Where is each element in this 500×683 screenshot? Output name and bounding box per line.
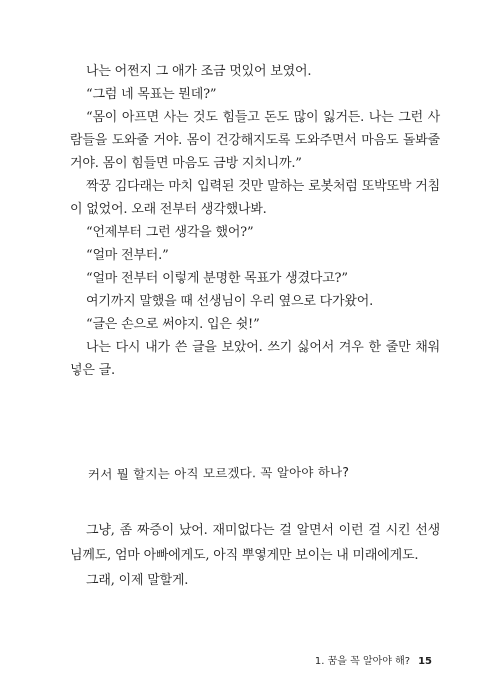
paragraph: 그냥, 좀 짜증이 났어. 재미없다는 걸 알면서 이런 걸 시킨 선생님께도, 엄마 아빠에게도, 아직 뿌옇게만 보이는 내 미래에게도. [70,523,440,563]
closing-text [70,518,440,593]
paragraph: 여기까지 말했을 때 선생님이 우리 옆으로 다가왔어. [86,294,374,309]
page-footer [315,652,432,667]
paragraph: “그럼 네 목표는 뭔데?” [86,87,217,102]
paragraph: “얼마 전부터 이렇게 분명한 목표가 생겼다고?” [86,271,348,286]
handwritten-note: 커서 뭘 할지는 아직 모르겠다. 꼭 알아야 하나? [87,464,350,482]
paragraph: 짝꿍 김다래는 마치 입력된 것만 말하는 로봇처럼 또박또박 거침이 없었어. 오래 전부터 생각했나봐. [70,179,440,217]
paragraph: 나는 어쩐지 그 애가 조금 멋있어 보였어. [86,64,312,79]
paragraph: “언제부터 그런 생각을 했어?” [86,225,254,240]
paragraph: “글은 손으로 써야지. 입은 쉿!” [86,317,260,332]
paragraph: “몸이 아프면 사는 것도 힘들고 돈도 많이 잃거든. 나는 그런 사람들을 도와줄 거야. 몸이 건강해지도록 도와주면서 마음도 돌봐줄 거야. 몸이 힘들면 마음도 금방 지치니까.” [70,110,441,171]
page-number: 15 [418,656,432,667]
paragraph: 그래, 이제 말할게. [86,573,189,588]
chapter-title: 1. 꿈을 꼭 알아야 해? [314,656,411,667]
paragraph: 나는 다시 내가 쓴 글을 보았어. 쓰기 싫어서 겨우 한 줄만 채워 넣은 글. [70,340,440,378]
paragraph: “얼마 전부터.” [86,248,169,263]
main-text [70,60,440,382]
